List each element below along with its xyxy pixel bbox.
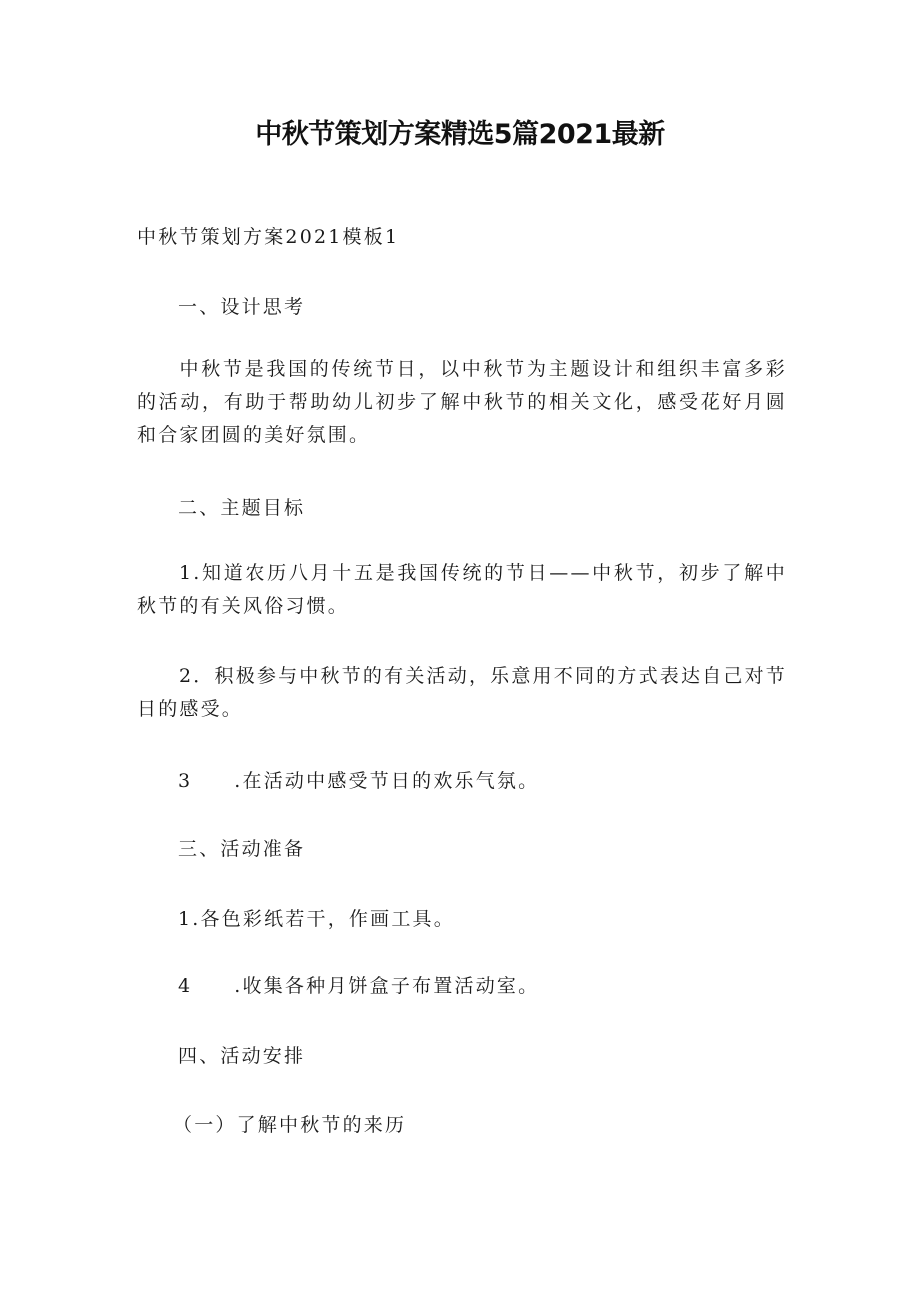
goal-item-2-text: 2．积极参与中秋节的有关活动，乐意用不同的方式表达自己对节日的感受。 (137, 665, 787, 720)
goal-item-3-text: .在活动中感受节日的欢乐气氛。 (234, 770, 540, 792)
section-heading-preparation: 三、活动准备 (178, 838, 306, 860)
section-heading-schedule: 四、活动安排 (178, 1045, 306, 1067)
paragraph-text: 中秋节是我国的传统节日，以中秋节为主题设计和组织丰富多彩的活动，有助于帮助幼儿初步了解中秋节的相关文化，感受花好月圆和合家团圆的美好氛围。 (137, 358, 787, 446)
preparation-item-2-text: .收集各种月饼盒子布置活动室。 (234, 975, 540, 997)
section-paragraph-design (137, 353, 787, 452)
preparation-item-2 (178, 971, 539, 998)
goal-item-3 (178, 766, 539, 793)
document-title: 中秋节策划方案精选5篇2021最新 (255, 119, 665, 150)
goal-item-2 (137, 660, 787, 726)
section-heading-design: 一、设计思考 (178, 296, 306, 318)
document-subtitle: 中秋节策划方案2021模板1 (137, 226, 400, 248)
preparation-item-1: 1.各色彩纸若干，作画工具。 (178, 908, 455, 930)
preparation-item-2-number: 4 (178, 975, 193, 997)
goal-item-1 (137, 557, 787, 623)
goal-item-3-number: 3 (178, 770, 193, 792)
section-heading-goals: 二、主题目标 (178, 497, 306, 519)
goal-item-1-text: 1.知道农历八月十五是我国传统的节日——中秋节，初步了解中秋节的有关风俗习惯。 (137, 562, 787, 617)
schedule-subheading-1: （一）了解中秋节的来历 (173, 1114, 407, 1136)
